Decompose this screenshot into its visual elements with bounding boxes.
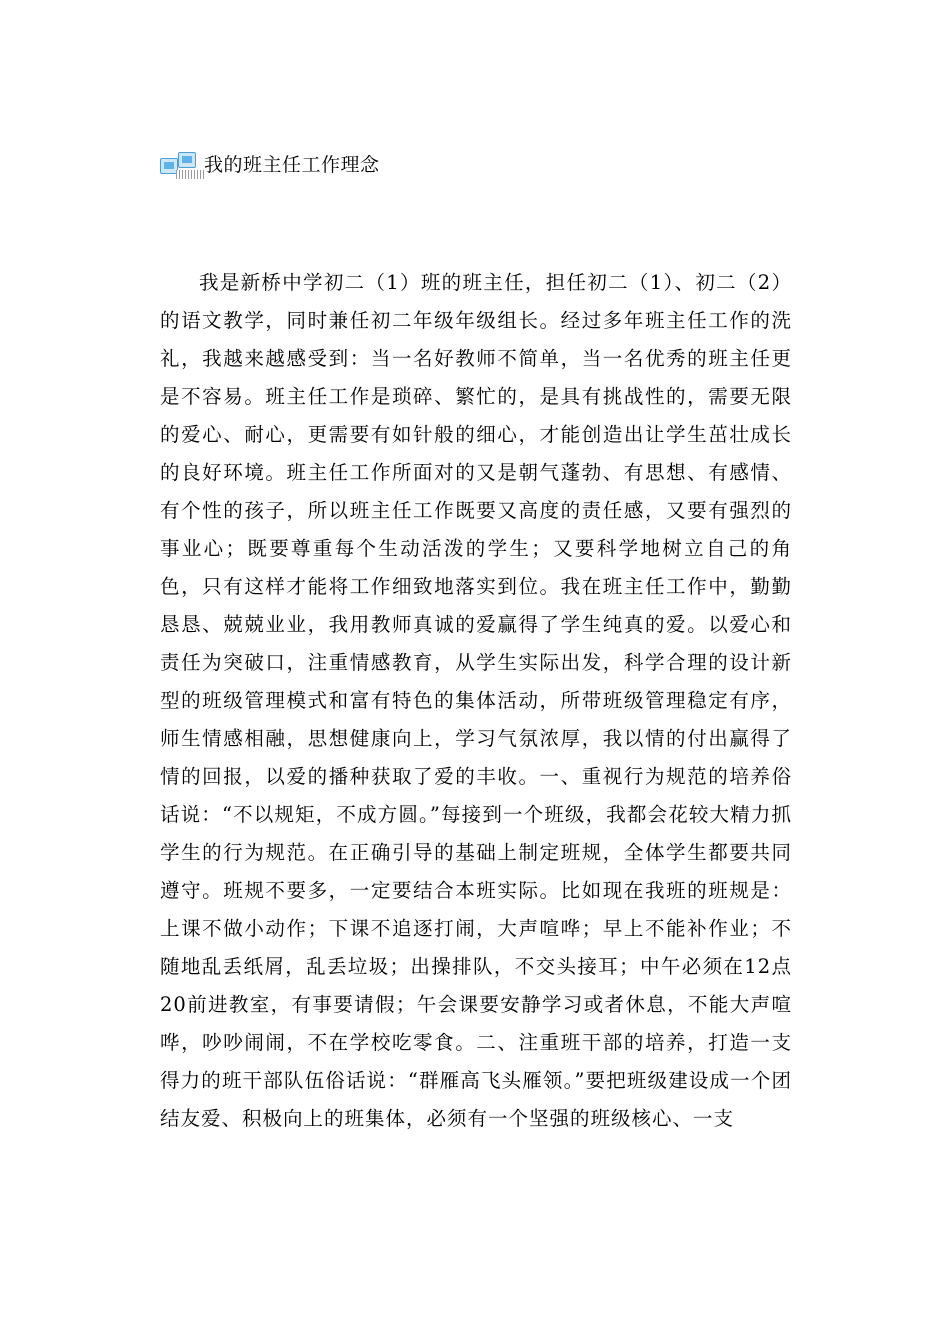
document-thumbnail-icon — [160, 150, 204, 180]
document-title: 我的班主任工作理念 — [204, 154, 380, 176]
title-row — [160, 150, 380, 180]
document-body-paragraph: 我是新桥中学初二（1）班的班主任，担任初二（1）、初二（2）的语文教学，同时兼任初二年级年级组长。经过多年班主任工作的洗礼，我越来越感受到：当一名好教师不简单，当一名优秀的班主任更是不容易。班主任工作是琐碎、繁忙的，是具有挑战性的，需要无限的爱心、耐心，更需要有如针般的细心，才能创造出让学生茁壮成长的良好环境。班主任工作所面对的又是朝气蓬勃、有思想、有感情、有个性的孩子，所以班主任工作既要又高度的责任感，又要有强烈的事业心；既要尊重每个生动活泼的学生；又要科学地树立自己的角色，只有这样才能将工作细致地落实到位。我在班主任工作中，勤勤恳恳、兢兢业业，我用教师真诚的爱赢得了学生纯真的爱。以爱心和责任为突破口，注重情感教育，从学生实际出发，科学合理的设计新型的班级管理模式和富有特色的集体活动，所带班级管理稳定有序，师生情感相融，思想健康向上，学习气氛浓厚，我以情的付出赢得了情的回报，以爱的播种获取了爱的丰收。一、重视行为规范的培养俗话说：“不以规矩，不成方圆。”每接到一个班级，我都会花较大精力抓学生的行为规范。在正确引导的基础上制定班规，全体学生都要共同遵守。班规不要多，一定要结合本班实际。比如现在我班的班规是：上课不做小动作；下课不追逐打闹，大声喧哗；早上不能补作业；不随地乱丢纸屑，乱丢垃圾；出操排队，不交头接耳；中午必须在12点20前进教室，有事要请假；午会课要安静学习或者休息，不能大声喧哗，吵吵闹闹，不在学校吃零食。二、注重班干部的培养，打造一支得力的班干部队伍俗话说：“群雁高飞头雁领。”要把班级建设成一个团结友爱、积极向上的班集体，必须有一个坚强的班级核心、一支 — [160, 271, 792, 1130]
